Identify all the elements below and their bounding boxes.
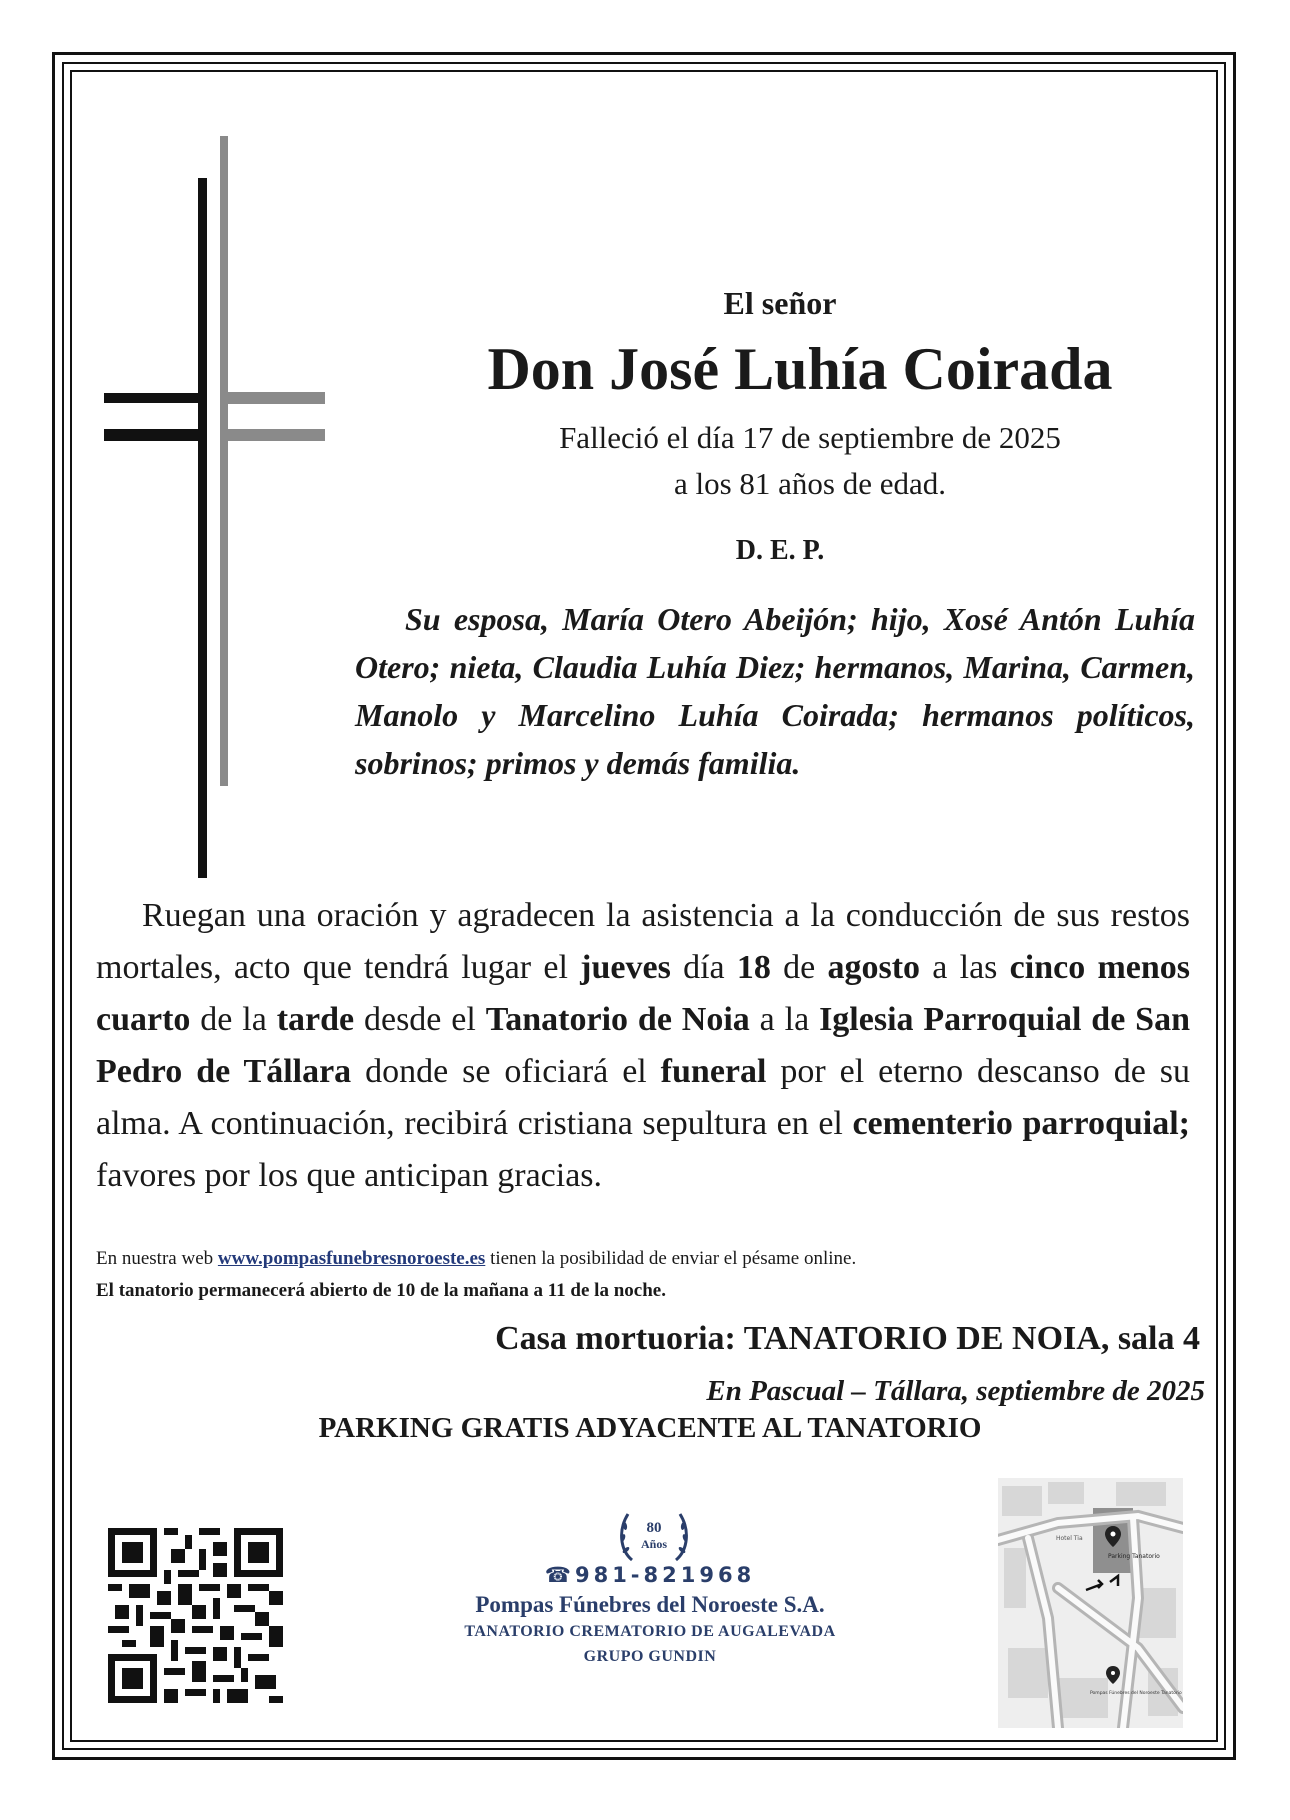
- place-date: En Pascual – Tállara, septiembre de 2025: [706, 1375, 1205, 1407]
- phone-number[interactable]: ☎981-821968: [544, 1563, 756, 1587]
- svg-text:Parking Tanatorio: Parking Tanatorio: [1108, 1553, 1160, 1560]
- svg-text:Pompas Fúnebres del Noroeste T: Pompas Fúnebres del Noroeste Tanatorio: [1090, 1691, 1182, 1696]
- anniversary-badge-icon: [614, 1500, 694, 1570]
- website-link[interactable]: www.pompasfunebresnoroeste.es: [217, 1248, 486, 1269]
- family-list: Su esposa, María Otero Abeijón; hijo, Xosé Antón Luhía Otero; nieta, Claudia Luhía Diez; hermanos, Marina, Carmen, Manolo y Marcelino Luhía Coirada; hermanos políticos, sobrinos; primos y demás familia.: [355, 601, 1195, 781]
- opening-hours: El tanatorio permanecerá abierto de 10 de la mañana a 11 de la noche.: [96, 1280, 666, 1301]
- deceased-name: Don José Luhía Coirada: [487, 336, 1113, 402]
- telephone-icon: ☎: [544, 1563, 575, 1587]
- location-map[interactable]: [998, 1478, 1183, 1728]
- parking-notice: PARKING GRATIS ADYACENTE AL TANATORIO: [318, 1412, 982, 1444]
- svg-text:Hotel Tia: Hotel Tia: [1056, 1535, 1083, 1542]
- ceremony-text: Ruegan una oración y agradecen la asistencia a la conducción de sus restos mortales, acto que tendrá lugar el jueves día 18 de agosto a las cinco menos cuarto de la tarde desde el Tanatorio de Noia a la Iglesia Parroquial de San Pedro de Tállara donde se oficiará el funeral por el eterno descanso de su alma. A continuación, recibirá cristiana sepultura en el cementerio parroquial; favores por los que anticipan gracias.: [96, 897, 1191, 1194]
- dep-text: D. E. P.: [735, 535, 825, 566]
- group-name: GRUPO GUNDIN: [583, 1648, 717, 1665]
- casa-mortuoria: Casa mortuoria: TANATORIO DE NOIA, sala 4: [495, 1320, 1200, 1357]
- age: a los 81 años de edad.: [673, 466, 947, 501]
- salutation: El señor: [723, 285, 837, 321]
- company-name: Pompas Fúnebres del Noroeste S.A.: [475, 1592, 825, 1617]
- svg-text:80: 80: [646, 1520, 662, 1536]
- svg-text:Años: Años: [640, 1537, 668, 1551]
- death-date: Falleció el día 17 de septiembre de 2025: [559, 420, 1061, 455]
- crematorio-name: TANATORIO CREMATORIO DE AUGALEVADA: [464, 1623, 836, 1640]
- qr-code-icon[interactable]: [108, 1528, 283, 1703]
- web-notice: En nuestra web www.pompasfunebresnoroeste.es tienen la posibilidad de enviar el pésame online.: [96, 1248, 857, 1269]
